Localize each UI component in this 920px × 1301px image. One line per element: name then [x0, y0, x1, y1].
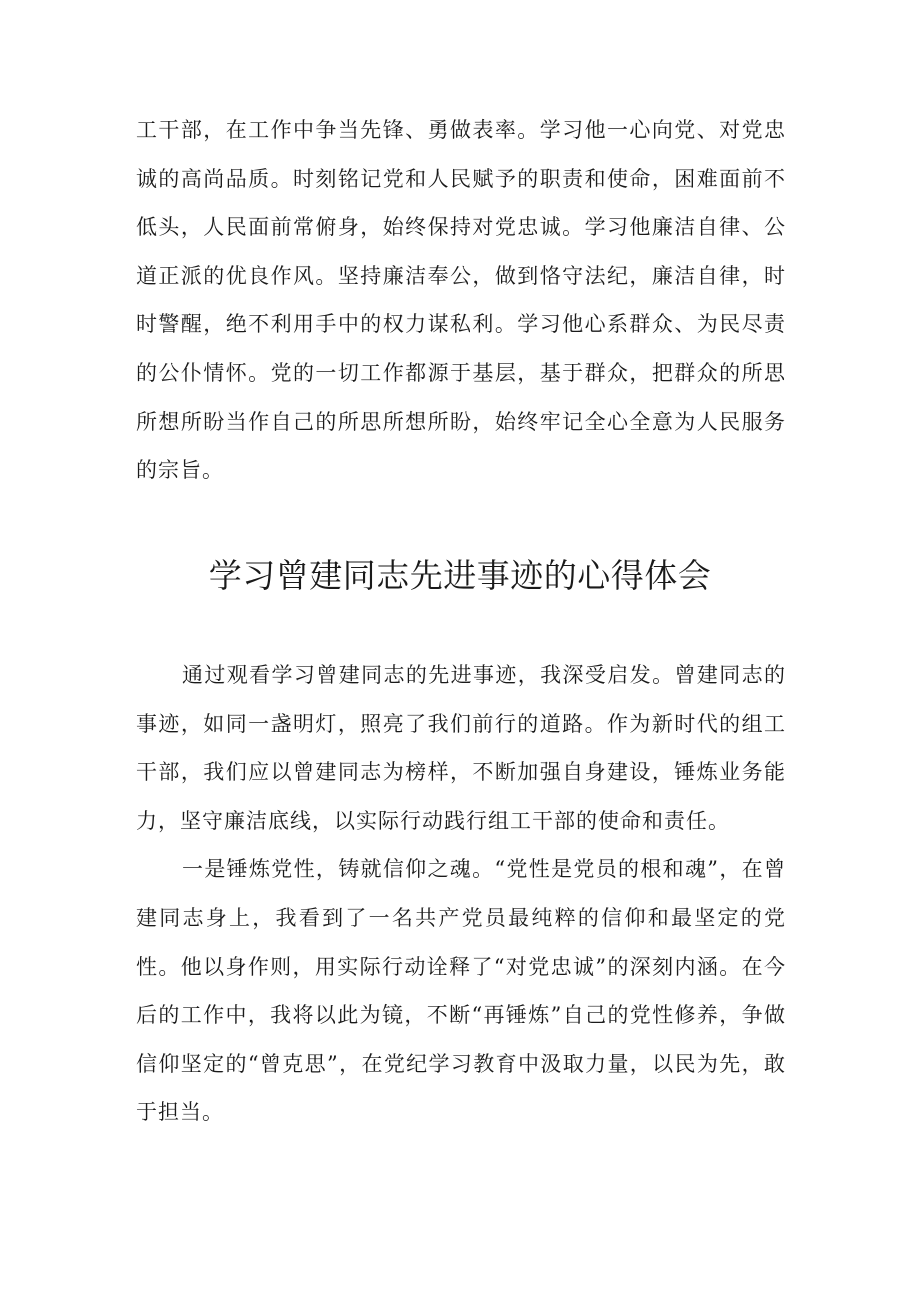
article-body	[136, 651, 786, 1137]
body-paragraph-2: 一是锤炼党性，铸就信仰之魂。“党性是党员的根和魂”，在曾建同志身上，我看到了一名共产党员最纯粹的信仰和最坚定的党性。他以身作则，用实际行动诠释了“对党忠诚”的深刻内涵。在今后的工作中，我将以此为镜，不断“再锤炼”自己的党性修养，争做信仰坚定的“曾克思”，在党纪学习教育中汲取力量，以民为先，敢于担当。	[136, 857, 786, 1125]
article-title: 学习曾建同志先进事迹的心得体会	[208, 556, 712, 595]
body-paragraph-1: 通过观看学习曾建同志的先进事迹，我深受启发。曾建同志的事迹，如同一盏明灯，照亮了我们前行的道路。作为新时代的组工干部，我们应以曾建同志为榜样，不断加强自身建设，锤炼业务能力，坚守廉洁底线，以实际行动践行组工干部的使命和责任。	[136, 663, 786, 833]
intro-text-block	[136, 106, 786, 495]
continuation-paragraph: 工干部，在工作中争当先锋、勇做表率。学习他一心向党、对党忠诚的高尚品质。时刻铭记党和人民赋予的职责和使命，困难面前不低头，人民面前常俯身，始终保持对党忠诚。学习他廉洁自律、公道正派的优良作风。坚持廉洁奉公，做到恪守法纪，廉洁自律，时时警醒，绝不利用手中的权力谋私利。学习他心系群众、为民尽责的公仆情怀。党的一切工作都源于基层，基于群众，把群众的所思所想所盼当作自己的所思所想所盼，始终牢记全心全意为人民服务的宗旨。	[136, 118, 786, 483]
